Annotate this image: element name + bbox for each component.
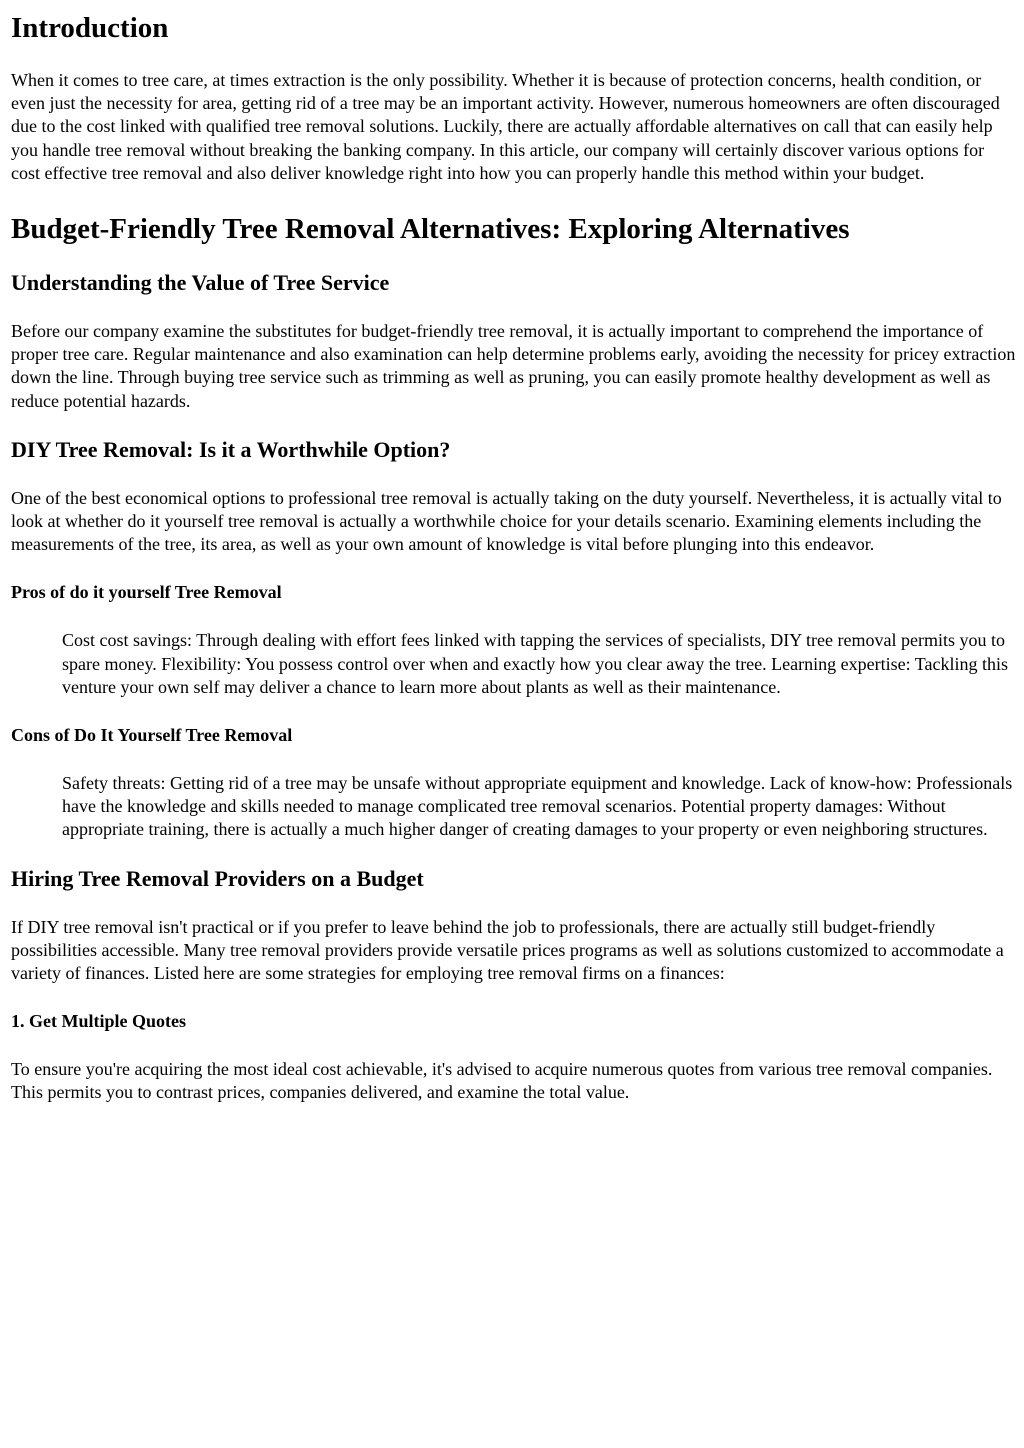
quotes-heading: 1. Get Multiple Quotes xyxy=(11,1011,186,1032)
cons-blockquote: Safety threats: Getting rid of a tree may be unsafe without appropriate equipment and knowledge. Lack of know-how: Professionals have the knowledge and skills needed to manage complicated tree removal scenarios. Potential property damages: Without appropriate training, there is actually a much higher danger of creating damages to your property or even neighboring structures. xyxy=(62,773,1013,840)
diy-heading: DIY Tree Removal: Is it a Worthwhile Option? xyxy=(11,436,451,462)
hiring-paragraph: If DIY tree removal isn't practical or if you prefer to leave behind the job to professionals, there are actually still budget-friendly possibilities accessible. Many tree removal providers provide versatile prices programs as well as solutions customized to accommodate a variety of finances. Listed here are some strategies for employing tree removal firms on a finances: xyxy=(11,916,1004,984)
cons-heading: Cons of Do It Yourself Tree Removal xyxy=(11,725,293,746)
intro-paragraph: When it comes to tree care, at times extraction is the only possibility. Whether it is because of protection concerns, health condition, or even just the necessity for area, getting rid of a tree may be an important activity. However, numerous homeowners are often discouraged due to the cost linked with qualified tree removal solutions. Luckily, there are actually affordable alternatives on call that can easily help you handle tree removal without breaking the banking company. In this article, our company will certainly discover various options for cost effective tree removal and also deliver knowledge right into how you can properly handle this method within your budget. xyxy=(11,70,1000,183)
value-heading: Understanding the Value of Tree Service xyxy=(11,270,390,296)
quotes-paragraph: To ensure you're acquiring the most ideal cost achievable, it's advised to acquire numerous quotes from various tree removal companies. This permits you to contrast prices, companies delivered, and examine the total value. xyxy=(11,1059,993,1103)
diy-paragraph: One of the best economical options to professional tree removal is actually taking on the duty yourself. Nevertheless, it is actually vital to look at whether do it yourself tree removal is actually a worthwhile choice for your details scenario. Examining elements including the measurements of the tree, its area, as well as your own amount of knowledge is vital before plunging into this endeavor. xyxy=(11,487,1002,555)
hiring-heading: Hiring Tree Removal Providers on a Budget xyxy=(11,865,424,891)
intro-heading: Introduction xyxy=(11,12,169,44)
budget-heading: Budget-Friendly Tree Removal Alternatives: Exploring Alternatives xyxy=(11,213,850,246)
value-paragraph: Before our company examine the substitutes for budget-friendly tree removal, it is actually important to comprehend the importance of proper tree care. Regular maintenance and also examination can help determine problems early, avoiding the necessity for pricey extraction down the line. Through buying tree service such as trimming as well as pruning, you can easily promote healthy development as well as reduce potential hazards. xyxy=(11,321,1016,411)
pros-blockquote: Cost cost savings: Through dealing with effort fees linked with tapping the services of specialists, DIY tree removal permits you to spare money. Flexibility: You possess control over when and exactly how you clear away the tree. Learning expertise: Tackling this venture your own self may deliver a chance to learn more about plants as well as their maintenance. xyxy=(62,630,1009,697)
pros-heading: Pros of do it yourself Tree Removal xyxy=(11,582,282,603)
